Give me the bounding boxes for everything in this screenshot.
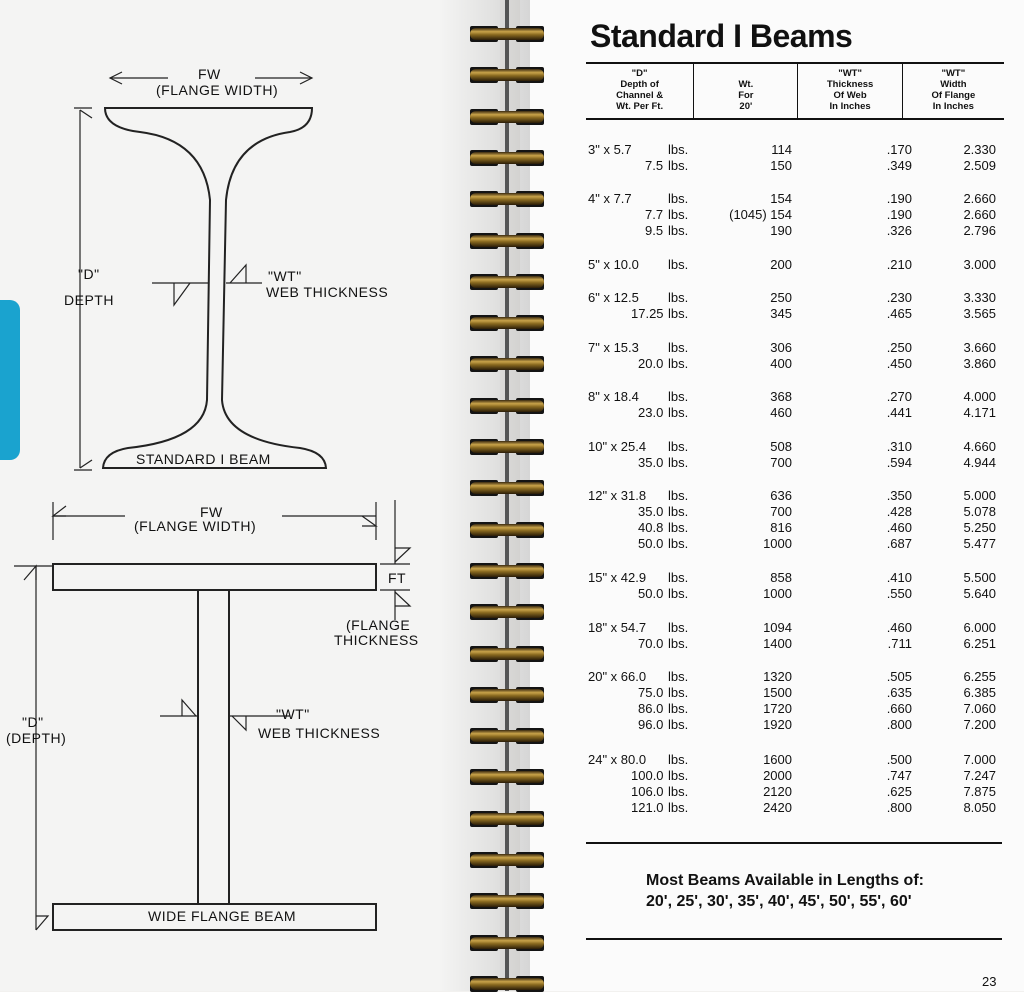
page-title: Standard I Beams xyxy=(590,18,853,54)
binding-coil xyxy=(470,315,544,331)
flange-width-cell: 6.255 xyxy=(963,669,996,684)
flange-width-cell: 7.875 xyxy=(963,784,996,799)
flange-width-cell: 8.050 xyxy=(963,800,996,815)
beam-diagrams xyxy=(0,0,500,991)
table-row xyxy=(586,685,1004,701)
table-row xyxy=(586,191,1004,207)
lengths-note-line1: Most Beams Available in Lengths of: xyxy=(646,872,924,889)
table-row xyxy=(586,669,1004,685)
web-thickness-cell: .428 xyxy=(886,504,912,519)
size-cell: 18" x 54.7 xyxy=(588,620,647,635)
weight-20ft-cell: 345 xyxy=(770,306,792,321)
table-row xyxy=(586,586,1004,602)
binding-coil xyxy=(470,852,544,868)
table-header xyxy=(586,62,1004,120)
flange-width-cell: 5.500 xyxy=(963,570,996,585)
size-cell: 7.5 xyxy=(645,158,664,173)
table-row xyxy=(586,717,1004,733)
wide-wt-label: "WT" xyxy=(276,706,310,722)
web-thickness-cell: .170 xyxy=(886,142,912,157)
header-web-thickness: "WT" Thickness Of Web In Inches xyxy=(797,64,901,118)
table-row xyxy=(586,290,1004,306)
lbs-cell: lbs. xyxy=(668,207,689,222)
table-row xyxy=(586,158,1004,174)
web-thickness-cell: .210 xyxy=(886,257,912,272)
flange-width-cell: 3.660 xyxy=(963,340,996,355)
size-cell: 7.7 xyxy=(645,207,664,222)
flange-width-cell: 7.200 xyxy=(963,717,996,732)
std-wt-label: "WT" xyxy=(268,268,302,284)
web-thickness-cell: .505 xyxy=(886,669,912,684)
std-d-label: "D" xyxy=(78,266,100,282)
size-cell: 7" x 15.3 xyxy=(588,340,639,355)
binding-coil xyxy=(470,522,544,538)
std-web-thickness-label: WEB THICKNESS xyxy=(266,284,389,300)
flange-width-cell: 6.385 xyxy=(963,685,996,700)
weight-20ft-cell: 150 xyxy=(770,158,792,173)
weight-20ft-cell: 1920 xyxy=(763,717,792,732)
binding-coil xyxy=(470,563,544,579)
binding-coil xyxy=(470,811,544,827)
web-thickness-cell: .625 xyxy=(886,784,912,799)
lbs-cell: lbs. xyxy=(668,586,689,601)
page-number: 23 xyxy=(982,974,997,989)
binding-coil xyxy=(470,356,544,372)
web-thickness-cell: .410 xyxy=(886,570,912,585)
lbs-cell: lbs. xyxy=(668,504,689,519)
table-row xyxy=(586,488,1004,504)
binding-coil xyxy=(470,67,544,83)
lbs-cell: lbs. xyxy=(668,488,689,503)
table-row xyxy=(586,784,1004,800)
wide-depth-label: (DEPTH) xyxy=(6,730,67,746)
web-thickness-cell: .190 xyxy=(886,207,912,222)
flange-width-cell: 5.640 xyxy=(963,586,996,601)
lbs-cell: lbs. xyxy=(668,389,689,404)
header-flange-width: "WT" Width Of Flange In Inches xyxy=(902,64,1004,118)
size-cell: 17.25 xyxy=(631,306,664,321)
web-thickness-cell: .310 xyxy=(886,439,912,454)
binding-coil xyxy=(470,480,544,496)
table-row xyxy=(586,768,1004,784)
size-cell: 10" x 25.4 xyxy=(588,439,647,454)
weight-20ft-cell: 636 xyxy=(770,488,792,503)
weight-20ft-cell: 1400 xyxy=(763,636,792,651)
table-row xyxy=(586,520,1004,536)
weight-20ft-cell: 306 xyxy=(770,340,792,355)
size-cell: 96.0 xyxy=(638,717,664,732)
web-thickness-cell: .687 xyxy=(886,536,912,551)
table-row xyxy=(586,570,1004,586)
binding-coil xyxy=(470,935,544,951)
lbs-cell: lbs. xyxy=(668,752,689,767)
note-bottom-rule xyxy=(586,938,1002,940)
size-cell: 50.0 xyxy=(638,536,664,551)
web-thickness-cell: .500 xyxy=(886,752,912,767)
web-thickness-cell: .800 xyxy=(886,717,912,732)
weight-20ft-cell: 460 xyxy=(770,405,792,420)
web-thickness-cell: .660 xyxy=(886,701,912,716)
web-thickness-cell: .460 xyxy=(886,620,912,635)
web-thickness-cell: .711 xyxy=(887,636,912,651)
flange-width-cell: 2.796 xyxy=(963,223,996,238)
flange-width-cell: 3.565 xyxy=(963,306,996,321)
std-fw-paren-label: (FLANGE WIDTH) xyxy=(156,82,279,98)
lbs-cell: lbs. xyxy=(668,142,689,157)
wide-fw-paren-label: (FLANGE WIDTH) xyxy=(134,518,257,534)
weight-20ft-cell: 250 xyxy=(770,290,792,305)
web-thickness-cell: .800 xyxy=(886,800,912,815)
flange-width-cell: 7.000 xyxy=(963,752,996,767)
flange-width-cell: 2.660 xyxy=(963,207,996,222)
lbs-cell: lbs. xyxy=(668,257,689,272)
size-cell: 75.0 xyxy=(638,685,664,700)
weight-20ft-cell: 858 xyxy=(770,570,792,585)
flange-width-cell: 5.078 xyxy=(963,504,996,519)
table-row xyxy=(586,504,1004,520)
size-cell: 40.8 xyxy=(638,520,664,535)
binding-coil xyxy=(470,893,544,909)
table-row xyxy=(586,405,1004,421)
binding-coil xyxy=(470,150,544,166)
table-row xyxy=(586,340,1004,356)
std-fw-label: FW xyxy=(198,66,221,82)
lbs-cell: lbs. xyxy=(668,570,689,585)
size-cell: 50.0 xyxy=(638,586,664,601)
web-thickness-cell: .747 xyxy=(886,768,912,783)
binding-coil xyxy=(470,604,544,620)
web-thickness-cell: .190 xyxy=(886,191,912,206)
size-cell: 86.0 xyxy=(638,701,664,716)
lbs-cell: lbs. xyxy=(668,520,689,535)
size-cell: 4" x 7.7 xyxy=(588,191,632,206)
table-row xyxy=(586,536,1004,552)
weight-20ft-cell: 2420 xyxy=(763,800,792,815)
web-thickness-cell: .460 xyxy=(886,520,912,535)
flange-width-cell: 5.250 xyxy=(963,520,996,535)
lbs-cell: lbs. xyxy=(668,455,689,470)
std-beam-name: STANDARD I BEAM xyxy=(136,451,271,467)
wide-fw-label: FW xyxy=(200,504,223,520)
weight-20ft-cell: 190 xyxy=(770,223,792,238)
flange-width-cell: 2.509 xyxy=(963,158,996,173)
weight-20ft-cell: 700 xyxy=(770,455,792,470)
flange-width-cell: 3.330 xyxy=(963,290,996,305)
flange-width-cell: 6.251 xyxy=(963,636,996,651)
lengths-note xyxy=(646,870,976,912)
size-cell: 100.0 xyxy=(631,768,664,783)
lbs-cell: lbs. xyxy=(668,356,689,371)
size-cell: 3" x 5.7 xyxy=(588,142,632,157)
binding-coil xyxy=(470,274,544,290)
flange-width-cell: 7.060 xyxy=(963,701,996,716)
lbs-cell: lbs. xyxy=(668,701,689,716)
lbs-cell: lbs. xyxy=(668,784,689,799)
weight-20ft-cell: 816 xyxy=(770,520,792,535)
web-thickness-cell: .635 xyxy=(886,685,912,700)
web-thickness-cell: .550 xyxy=(886,586,912,601)
lbs-cell: lbs. xyxy=(668,620,689,635)
header-depth: "D" Depth of Channel & Wt. Per Ft. xyxy=(616,68,664,112)
web-thickness-cell: .594 xyxy=(886,455,912,470)
lbs-cell: lbs. xyxy=(668,669,689,684)
web-thickness-cell: .230 xyxy=(886,290,912,305)
binding-coil xyxy=(470,646,544,662)
binding-coil xyxy=(470,976,544,992)
wide-ft-paren1: (FLANGE xyxy=(346,617,411,633)
size-cell: 24" x 80.0 xyxy=(588,752,647,767)
weight-20ft-cell: 1720 xyxy=(763,701,792,716)
lbs-cell: lbs. xyxy=(668,306,689,321)
lengths-note-line2: 20', 25', 30', 35', 40', 45', 50', 55', 60' xyxy=(646,893,912,910)
flange-width-cell: 4.660 xyxy=(963,439,996,454)
wide-web-thickness-label: WEB THICKNESS xyxy=(258,725,381,741)
table-row xyxy=(586,439,1004,455)
flange-width-cell: 5.477 xyxy=(963,536,996,551)
size-cell: 35.0 xyxy=(638,504,664,519)
lbs-cell: lbs. xyxy=(668,685,689,700)
weight-20ft-cell: 114 xyxy=(771,142,792,157)
table-row xyxy=(586,701,1004,717)
wide-d-label: "D" xyxy=(22,714,44,730)
web-thickness-cell: .250 xyxy=(886,340,912,355)
table-row xyxy=(586,306,1004,322)
lbs-cell: lbs. xyxy=(668,717,689,732)
lbs-cell: lbs. xyxy=(668,768,689,783)
binding-coil xyxy=(470,769,544,785)
weight-20ft-cell: 2120 xyxy=(763,784,792,799)
web-thickness-cell: .350 xyxy=(886,488,912,503)
web-thickness-cell: .465 xyxy=(886,306,912,321)
lbs-cell: lbs. xyxy=(668,536,689,551)
table-row xyxy=(586,223,1004,239)
size-cell: 15" x 42.9 xyxy=(588,570,647,585)
binding-coil xyxy=(470,398,544,414)
wide-beam-name: WIDE FLANGE BEAM xyxy=(148,908,297,924)
wide-flange-top xyxy=(53,564,376,590)
flange-width-cell: 4.944 xyxy=(963,455,996,470)
weight-20ft-cell: (1045) 154 xyxy=(729,207,792,222)
weight-20ft-cell: 368 xyxy=(770,389,792,404)
size-cell: 6" x 12.5 xyxy=(588,290,639,305)
flange-width-cell: 4.171 xyxy=(963,405,996,420)
size-cell: 8" x 18.4 xyxy=(588,389,639,404)
web-thickness-cell: .349 xyxy=(886,158,912,173)
binding-coil xyxy=(470,687,544,703)
lbs-cell: lbs. xyxy=(668,800,689,815)
binding-coil xyxy=(470,26,544,42)
flange-width-cell: 2.660 xyxy=(963,191,996,206)
lbs-cell: lbs. xyxy=(668,405,689,420)
weight-20ft-cell: 508 xyxy=(770,439,792,454)
lbs-cell: lbs. xyxy=(668,191,689,206)
table-bottom-rule xyxy=(586,842,1002,844)
binding-coil xyxy=(470,439,544,455)
table-row xyxy=(586,620,1004,636)
table-row xyxy=(586,752,1004,768)
size-cell: 106.0 xyxy=(631,784,664,799)
weight-20ft-cell: 1094 xyxy=(763,620,792,635)
web-thickness-cell: .326 xyxy=(886,223,912,238)
lbs-cell: lbs. xyxy=(668,158,689,173)
weight-20ft-cell: 400 xyxy=(770,356,792,371)
web-thickness-cell: .450 xyxy=(886,356,912,371)
size-cell: 5" x 10.0 xyxy=(588,257,639,272)
size-cell: 20.0 xyxy=(638,356,664,371)
web-thickness-cell: .270 xyxy=(886,389,912,404)
weight-20ft-cell: 154 xyxy=(770,191,792,206)
size-cell: 23.0 xyxy=(638,405,664,420)
lbs-cell: lbs. xyxy=(668,290,689,305)
wide-ft-paren2: THICKNESS xyxy=(334,632,419,648)
weight-20ft-cell: 2000 xyxy=(763,768,792,783)
binding-coil xyxy=(470,728,544,744)
flange-width-cell: 3.860 xyxy=(963,356,996,371)
weight-20ft-cell: 1000 xyxy=(763,536,792,551)
weight-20ft-cell: 1320 xyxy=(763,669,792,684)
weight-20ft-cell: 1600 xyxy=(763,752,792,767)
binding-coil xyxy=(470,191,544,207)
weight-20ft-cell: 1000 xyxy=(763,586,792,601)
size-cell: 35.0 xyxy=(638,455,664,470)
size-cell: 70.0 xyxy=(638,636,664,651)
std-depth-label: DEPTH xyxy=(64,292,114,308)
table-row xyxy=(586,207,1004,223)
table-row xyxy=(586,455,1004,471)
wide-ft-label: FT xyxy=(388,570,407,586)
weight-20ft-cell: 700 xyxy=(770,504,792,519)
flange-width-cell: 7.247 xyxy=(963,768,996,783)
flange-width-cell: 5.000 xyxy=(963,488,996,503)
lbs-cell: lbs. xyxy=(668,223,689,238)
table-row xyxy=(586,389,1004,405)
flange-width-cell: 3.000 xyxy=(963,257,996,272)
lbs-cell: lbs. xyxy=(668,340,689,355)
size-cell: 9.5 xyxy=(645,223,664,238)
binding-coil xyxy=(470,109,544,125)
table-row xyxy=(586,636,1004,652)
lbs-cell: lbs. xyxy=(668,439,689,454)
table-row xyxy=(586,142,1004,158)
weight-20ft-cell: 1500 xyxy=(763,685,792,700)
size-cell: 12" x 31.8 xyxy=(588,488,647,503)
flange-width-cell: 2.330 xyxy=(963,142,996,157)
binding-coil xyxy=(470,233,544,249)
size-cell: 20" x 66.0 xyxy=(588,669,647,684)
flange-width-cell: 4.000 xyxy=(963,389,996,404)
web-thickness-cell: .441 xyxy=(886,405,912,420)
flange-width-cell: 6.000 xyxy=(963,620,996,635)
weight-20ft-cell: 200 xyxy=(770,257,792,272)
header-weight: Wt. For 20' xyxy=(693,64,797,118)
table-row xyxy=(586,356,1004,372)
lbs-cell: lbs. xyxy=(668,636,689,651)
table-row xyxy=(586,800,1004,816)
table-row xyxy=(586,257,1004,273)
size-cell: 121.0 xyxy=(631,800,664,815)
